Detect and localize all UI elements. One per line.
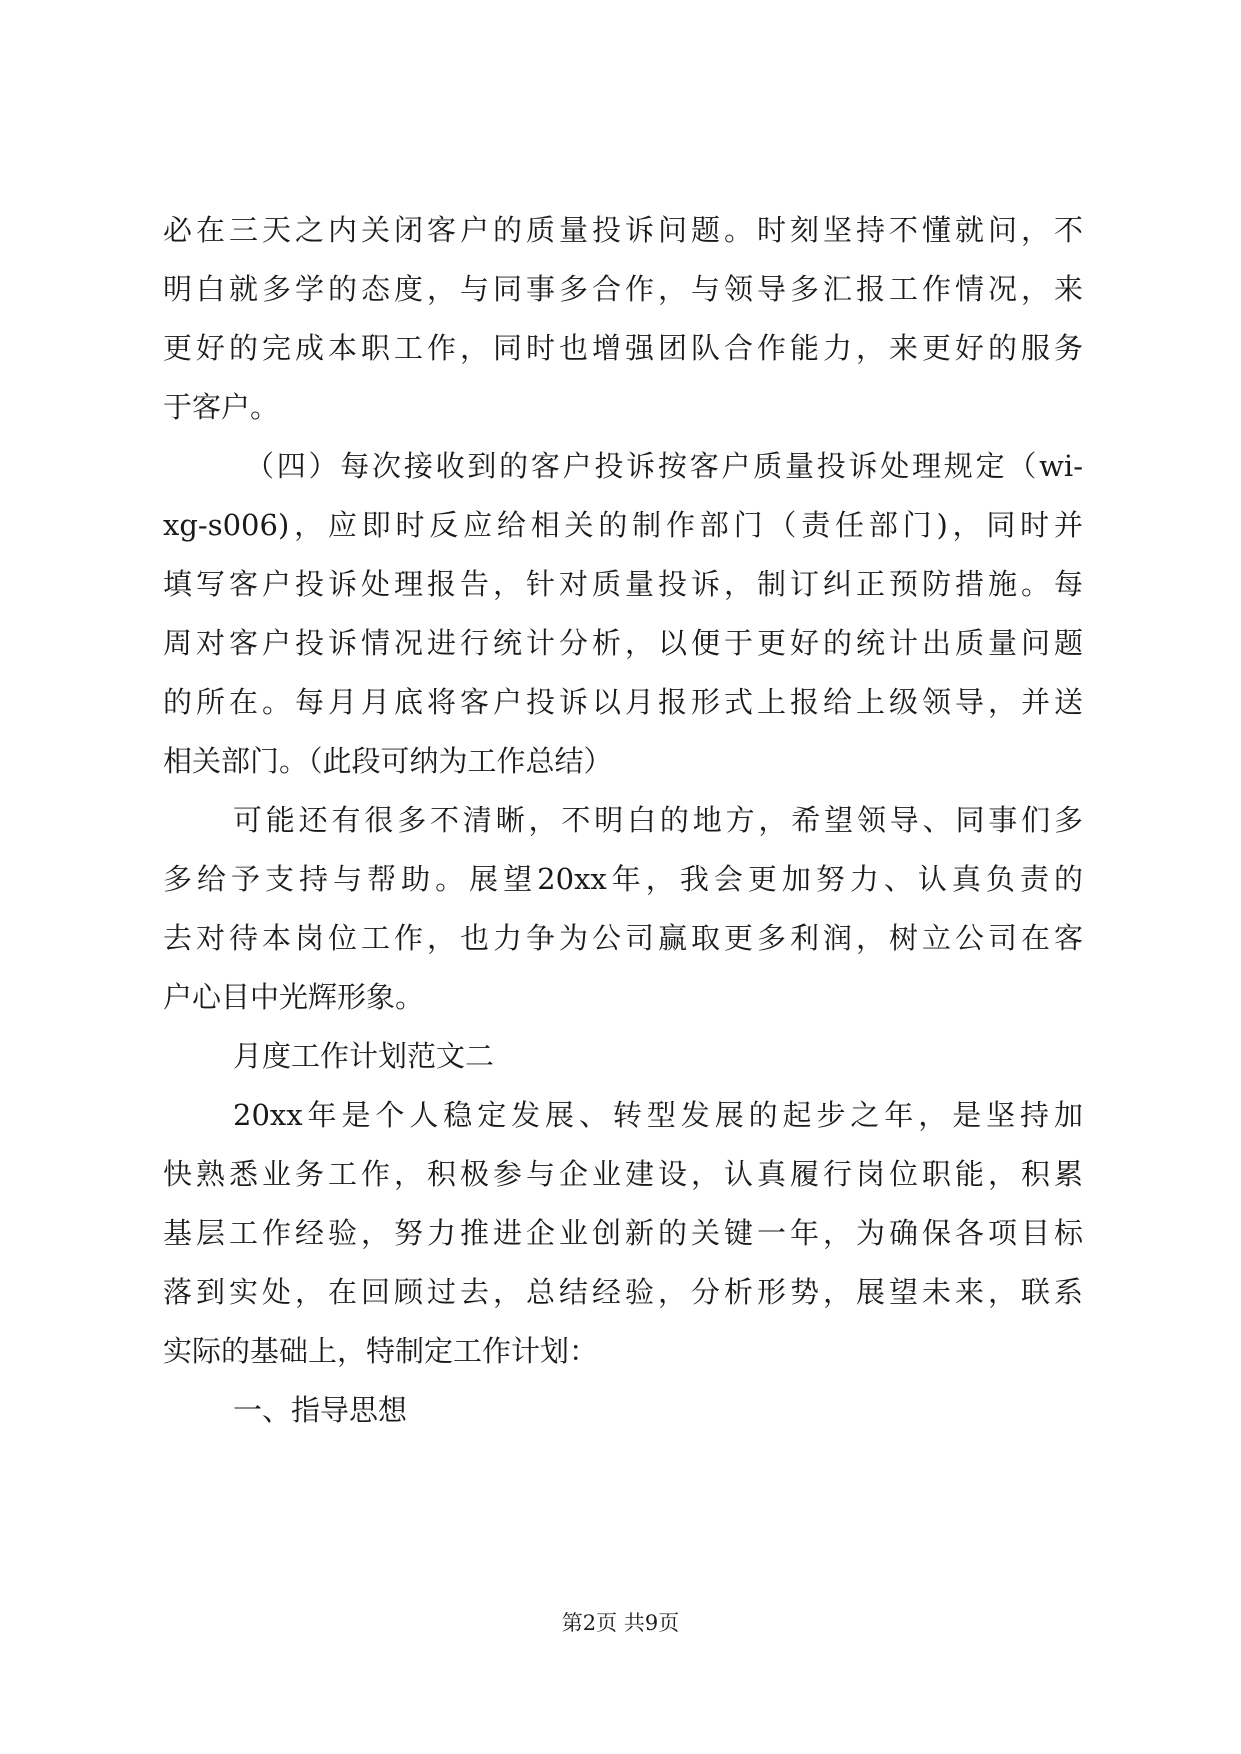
body-line: 多给予支持与帮助。展望20xx年，我会更加努力、认真负责的 (163, 862, 1083, 896)
section-heading: 月度工作计划范文二 (233, 1039, 495, 1073)
body-line: 20xx年是个人稳定发展、转型发展的起步之年，是坚持加 (233, 1098, 1083, 1132)
body-line: 落到实处，在回顾过去，总结经验，分析形势，展望未来，联系 (163, 1275, 1083, 1309)
body-line: 去对待本岗位工作，也力争为公司赢取更多利润，树立公司在客 (163, 921, 1083, 955)
page-footer: 第2页 共9页 (561, 1611, 680, 1635)
body-line: 相关部门。（此段可纳为工作总结） (163, 744, 613, 778)
body-line: 可能还有很多不清晰，不明白的地方，希望领导、同事们多 (233, 803, 1083, 837)
body-line: 周对客户投诉情况进行统计分析，以便于更好的统计出质量问题 (163, 626, 1083, 660)
body-line: 快熟悉业务工作，积极参与企业建设，认真履行岗位职能，积累 (163, 1157, 1083, 1191)
body-line: 的所在。每月月底将客户投诉以月报形式上报给上级领导，并送 (163, 685, 1083, 719)
body-line: 实际的基础上，特制定工作计划： (163, 1334, 599, 1368)
body-line: （四）每次接收到的客户投诉按客户质量投诉处理规定（wi- (245, 449, 1083, 483)
body-line: 必在三天之内关闭客户的质量投诉问题。时刻坚持不懂就问，不 (163, 213, 1083, 247)
body-line: 于客户。 (163, 390, 280, 424)
body-line: 户心目中光辉形象。 (163, 980, 425, 1014)
body-line: 填写客户投诉处理报告，针对质量投诉，制订纠正预防措施。每 (163, 567, 1083, 601)
subsection-heading: 一、指导思想 (233, 1393, 408, 1427)
body-line: 更好的完成本职工作，同时也增强团队合作能力，来更好的服务 (163, 331, 1083, 365)
body-line: xg-s006)，应即时反应给相关的制作部门（责任部门)，同时并 (163, 508, 1083, 542)
body-line: 明白就多学的态度，与同事多合作，与领导多汇报工作情况，来 (163, 272, 1083, 306)
body-line: 基层工作经验，努力推进企业创新的关键一年，为确保各项目标 (163, 1216, 1083, 1250)
